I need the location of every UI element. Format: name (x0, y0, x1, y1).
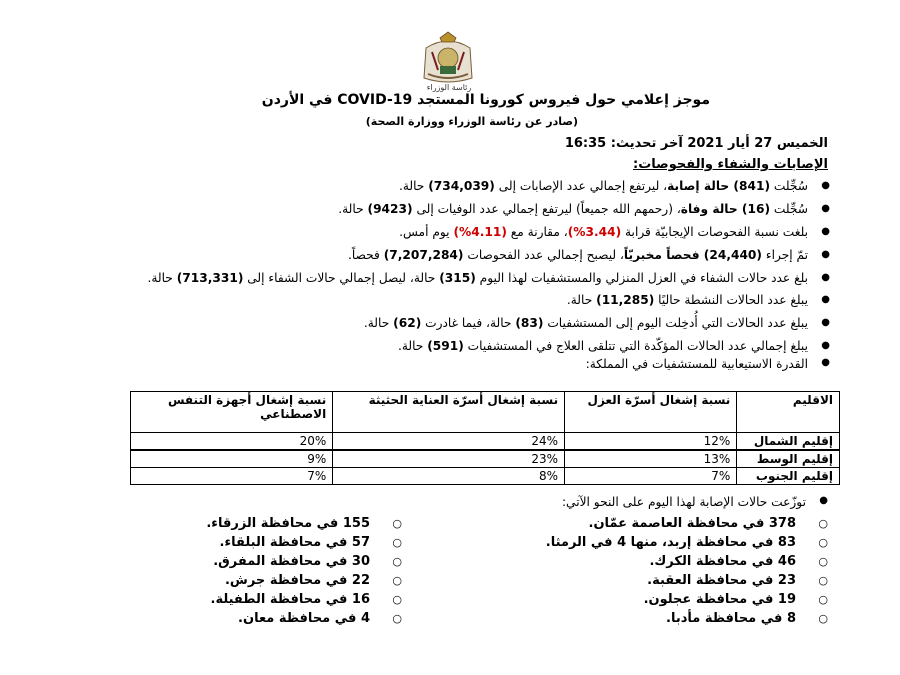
col-header-ventilators: نسبة إشغال أجهزة التنفس الاصطناعي (131, 392, 333, 433)
list-item: ● بلغ عدد حالات الشفاء في العزل المنزلي والمستشفيات لهذا اليوم (315) حالة، ليصل إجمالي حالات الشفاء إلى (713,331) حالة. (60, 270, 830, 286)
list-item: ● سُجِّلت (841) حالة إصابة، ليرتفع إجمالي عدد الإصابات إلى (734,039) حالة. (60, 178, 830, 194)
list-item: ● سُجِّلت (16) حالة وفاة، (رحمهم الله جميعاً) ليرتفع إجمالي عدد الوفيات إلى (9423) حالة. (60, 201, 830, 217)
list-item: ● تمّ إجراء (24,440) فحصاً مخبريّاً، ليصبح إجمالي عدد الفحوصات (7,207,284) فحصاً. (60, 247, 830, 263)
list-item: ○46 في محافظة الكرك. (649, 554, 828, 569)
region-name: إقليم الوسط (737, 450, 840, 468)
list-item: ● بلغت نسبة الفحوصات الإيجابيّة قرابة (3.44%)، مقارنة مع (4.11%) يوم أمس. (60, 224, 830, 240)
isolation-value: 12% (565, 433, 737, 451)
last-update: الخميس 27 أيار 2021 آخر تحديث: 16:35 (564, 136, 828, 151)
table-row (131, 433, 840, 451)
table-row (131, 468, 840, 485)
page-title: موجز إعلامي حول فيروس كورونا المستجد COVID-19 في الأردن (261, 92, 710, 108)
hospital-capacity-table (130, 391, 840, 485)
icu-value: 8% (333, 468, 565, 485)
ventilator-value: 20% (131, 433, 333, 451)
coat-of-arms-icon (418, 30, 478, 86)
list-item: ○8 في محافظة مأدبا. (666, 611, 828, 626)
list-item: ○16 في محافظة الطفيلة. (210, 592, 402, 607)
region-name: إقليم الجنوب (737, 468, 840, 485)
col-header-icu: نسبة إشغال أسرّة العناية الحثيثة (333, 392, 565, 433)
isolation-value: 13% (565, 450, 737, 468)
list-item: ○57 في محافظة البلقاء. (219, 535, 402, 550)
capacity-intro: ● القدرة الاستيعابية للمستشفيات في المملكة: (586, 357, 830, 371)
ventilator-value: 7% (131, 468, 333, 485)
icu-value: 23% (333, 450, 565, 468)
list-item: ● يبلغ عدد الحالات التي أُدخِلت اليوم إلى المستشفيات (83) حالة، فيما غادرت (62) حالة. (60, 315, 830, 331)
list-item: ○155 في محافظة الزرقاء. (206, 516, 402, 531)
list-item: ○378 في محافظة العاصمة عمّان. (588, 516, 828, 531)
list-item: ○23 في محافظة العقبة. (647, 573, 828, 588)
region-name: إقليم الشمال (737, 433, 840, 451)
distribution-intro: ● توزّعت حالات الإصابة لهذا اليوم على النحو الآتي: (562, 495, 828, 509)
ventilator-value: 9% (131, 450, 333, 468)
table-row (131, 450, 840, 468)
list-item: ● يبلغ إجمالي عدد الحالات المؤكّدة التي تتلقى العلاج في المستشفيات (591) حالة. (60, 338, 830, 354)
icu-value: 24% (333, 433, 565, 451)
col-header-region: الاقليم (737, 392, 840, 433)
page-subtitle: (صادر عن رئاسة الوزراء ووزارة الصحة) (365, 115, 578, 128)
list-item: ○19 في محافظة عجلون. (643, 592, 828, 607)
list-item: ● يبلغ عدد الحالات النشطة حاليًا (11,285) حالة. (60, 292, 830, 308)
emblem-caption: رئاسة الوزراء (426, 83, 472, 92)
col-header-isolation: نسبة إشغال أسرّة العزل (565, 392, 737, 433)
list-item: ○30 في محافظة المفرق. (213, 554, 402, 569)
table-header-row (131, 392, 840, 433)
cases-bullet-list (60, 178, 830, 361)
list-item: ○22 في محافظة جرش. (224, 573, 402, 588)
list-item: ○83 في محافظة إربد، منها 4 في الرمثا. (545, 535, 828, 550)
section-title: الإصابات والشفاء والفحوصات: (633, 157, 828, 172)
isolation-value: 7% (565, 468, 737, 485)
list-item: ○4 في محافظة معان. (238, 611, 402, 626)
